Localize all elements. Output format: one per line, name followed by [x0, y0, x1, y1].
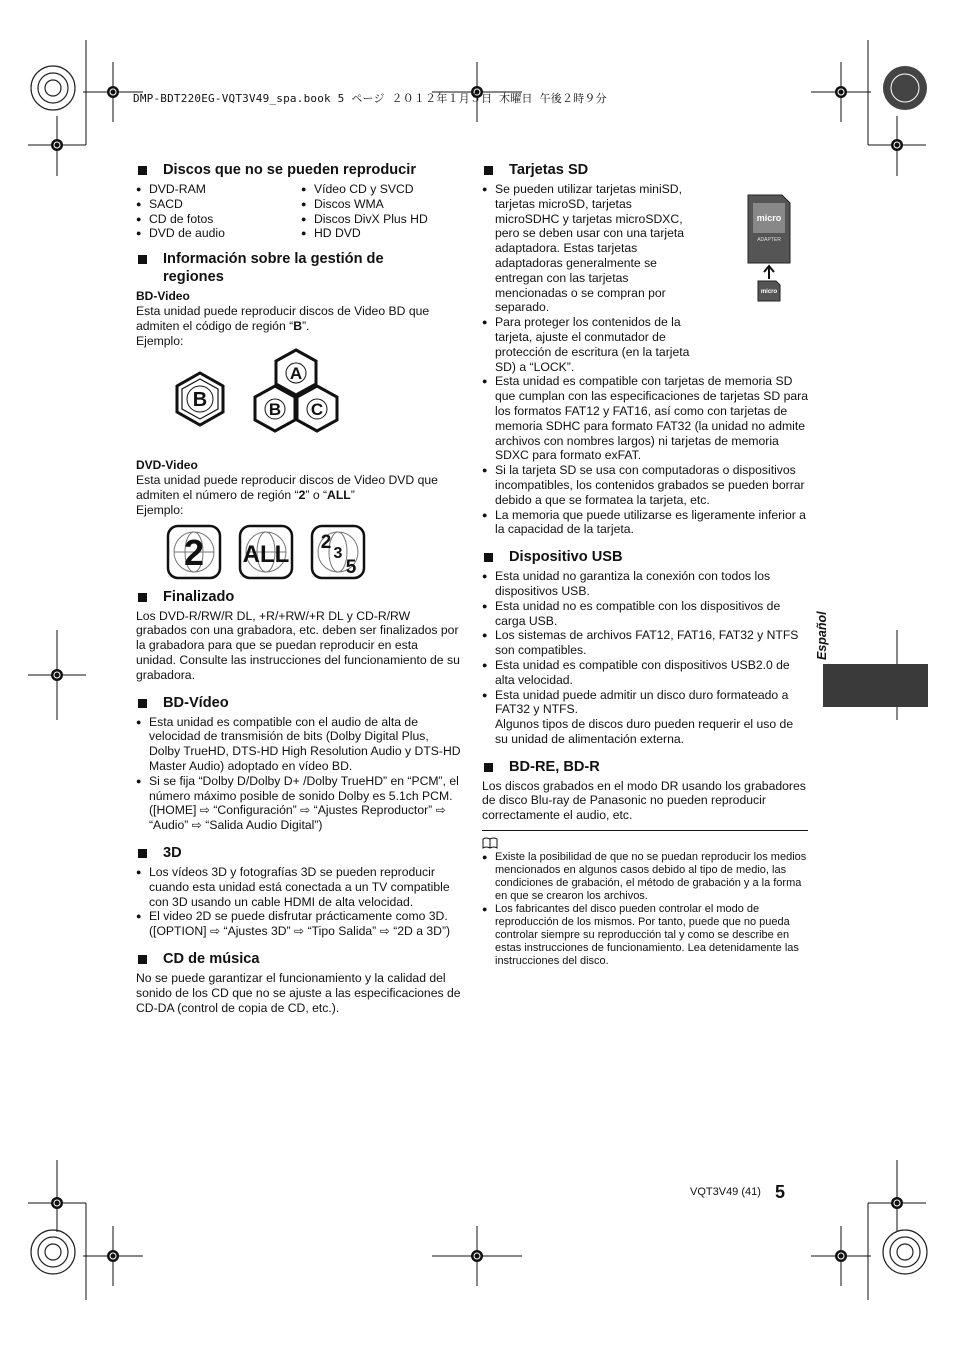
bd-video-list — [136, 715, 461, 833]
list-item: ● Si se fija “Dolby D/Dolby D+ /Dolby TrueHD” en “PCM”, el número máximo posible de sonido Dolby es 5.1ch PCM. ([HOME] ⇨ “Configuración” ⇨ “Ajustes Reproductor” ⇨ “Audio” ⇨ “Salida Audio Digital”) — [136, 774, 461, 833]
list-item: ● Vídeo CD y SVCD — [301, 182, 461, 197]
list-item: ● Esta unidad es compatible con tarjetas de memoria SD que cumplan con las especificaciones de tarjetas SD para los formatos FAT12 y FAT16, así como con tarjetas de memoria SDHC para formato FAT32 (la unidad no admite archivos con nombres largos) ni tarjetas de memoria SDXC para formato exFAT. — [482, 374, 808, 463]
usb-extra-text: Algunos tipos de discos duro pueden requerir el uso de su unidad de alimentación externa. — [495, 717, 794, 746]
list-item: ● Esta unidad no garantiza la conexión con todos los dispositivos USB. — [482, 569, 808, 599]
list-item: ● El video 2D se puede disfrutar prácticamente como 3D. ([OPTION] ⇨ “Ajustes 3D” ⇨ “Tipo Salida” ⇨ “2D a 3D”) — [136, 909, 461, 939]
svg-text:C: C — [310, 400, 324, 420]
sd-list — [482, 182, 808, 537]
usb-list — [482, 569, 808, 717]
heading-bd-video: BD-Vídeo — [136, 694, 461, 712]
svg-text:2: 2 — [183, 531, 205, 573]
section-tab-block — [823, 664, 928, 707]
list-item: ● Los sistemas de archivos FAT12, FAT16, FAT32 y NTFS son compatibles. — [482, 628, 808, 658]
region-all-icon — [238, 524, 294, 580]
heading-bd-re-bd-r: BD-RE, BD-R — [482, 758, 808, 776]
page-number: 5 — [775, 1182, 786, 1202]
dvd-region-icons — [136, 518, 461, 588]
bd-region-text: Esta unidad puede reproducir discos de Video BD que admiten el código de región “B”. — [136, 303, 430, 333]
language-side-label: Español — [815, 611, 829, 660]
svg-text:micro: micro — [760, 289, 778, 295]
3d-list — [136, 865, 461, 939]
bd-re-text: Los discos grabados en el modo DR usando los grabadores de disco Blu-ray de Panasonic no pueden reproducir correctamente el audio, etc. — [482, 778, 806, 823]
list-item: ● DVD-RAM — [136, 182, 301, 197]
square-bullet-icon — [138, 255, 147, 264]
heading-regiones: Información sobre la gestión de regiones — [136, 250, 461, 286]
svg-text:3: 3 — [333, 544, 343, 562]
cd-musica-text: No se puede garantizar el funcionamiento y la calidad del sonido de los CD que no se ajuste a las especificaciones de CD-DA (control de copia de CD, etc.). — [136, 970, 461, 1015]
bd-region-icons — [136, 348, 461, 458]
list-item: ● Esta unidad puede admitir un disco duro formateado a FAT32 y NTFS. — [482, 688, 808, 718]
list-item: ● CD de fotos — [136, 212, 301, 227]
list-item: ● DVD de audio — [136, 226, 301, 241]
heading-3d: 3D — [136, 844, 461, 862]
list-item: ● Esta unidad es compatible con dispositivos USB2.0 de alta velocidad. — [482, 658, 808, 688]
divider — [482, 830, 808, 831]
list-item: ● SACD — [136, 197, 301, 212]
dvd-region-text: Esta unidad puede reproducir discos de Video DVD que admiten el número de región “2” o “ALL” — [136, 473, 438, 502]
list-item: ● Si la tarjeta SD se usa con computadoras o dispositivos incompatibles, los contenidos grabados se pueden borrar debido a que se formatea la tarjeta, etc. — [482, 463, 808, 507]
svg-text:ALL: ALL — [242, 540, 290, 568]
example-label: Ejemplo: — [136, 502, 184, 517]
list-item: ● HD DVD — [301, 226, 461, 241]
list-item: ● Existe la posibilidad de que no se puedan reproducir los medios mencionados en algunos casos debido al tipo de medio, las condiciones de grabación, el método de grabación y a la forma en que se crearon los archivos. — [482, 851, 808, 903]
list-item: ● Los vídeos 3D y fotografías 3D se pueden reproducir cuando esta unidad está conectada a un TV compatible con 3D usando un cable HDMI de alta velocidad. — [136, 865, 461, 909]
square-bullet-icon — [138, 699, 147, 708]
right-column — [482, 161, 808, 968]
svg-text:B: B — [192, 389, 208, 412]
square-bullet-icon — [484, 553, 493, 562]
example-label: Ejemplo: — [136, 333, 184, 348]
heading-tarjetas-sd: Tarjetas SD — [482, 161, 808, 179]
list-item: ● La memoria que puede utilizarse es ligeramente inferior a la capacidad de la tarjeta. — [482, 508, 808, 538]
book-note-icon — [482, 837, 498, 849]
list-item: ● Los fabricantes del disco pueden controlar el modo de reproducción de los mismos. Por tanto, puede que no pueda controlar siempre su reproducción tal y como se describe en estas instrucciones de funcionamiento. Lea detenidamente las instrucciones del disco. — [482, 903, 808, 968]
list-item: ● Discos DivX Plus HD — [301, 212, 461, 227]
list-item: ● Discos WMA — [301, 197, 461, 212]
heading-finalizado: Finalizado — [136, 588, 461, 606]
svg-text:ADAPTER: ADAPTER — [757, 237, 781, 243]
heading-cd-musica: CD de música — [136, 950, 461, 968]
list-item: ● Esta unidad no es compatible con los dispositivos de carga USB. — [482, 599, 808, 629]
footer-code: VQT3V49 (41) — [690, 1186, 761, 1198]
unsupported-discs-list — [136, 182, 461, 241]
square-bullet-icon — [484, 763, 493, 772]
list-item: ● Esta unidad es compatible con el audio de alta de velocidad de transmisión de bits (Dolby Digital Plus, Dolby TrueHD, DTS-HD High Resolution Audio y DTS-HD Master Audio) adoptado en vídeo BD. — [136, 715, 461, 774]
svg-text:5: 5 — [345, 556, 357, 578]
square-bullet-icon — [484, 166, 493, 175]
square-bullet-icon — [138, 593, 147, 602]
notes-list — [482, 851, 808, 968]
square-bullet-icon — [138, 955, 147, 964]
heading-dispositivo-usb: Dispositivo USB — [482, 548, 808, 566]
heading-discos-no-reproducibles: Discos que no se pueden reproducir — [136, 161, 461, 179]
region-2-icon — [166, 524, 222, 580]
list-item: ● Para proteger los contenidos de la tarjeta, ajuste el conmutador de protección de escritura (en la tarjeta SD) a “LOCK”. — [482, 315, 808, 374]
region-2-3-5-icon — [310, 524, 366, 580]
file-header-line: DMP-BDT220EG-VQT3V49_spa.book 5 ページ ２０１２年１月５日 木曜日 午後２時９分 — [133, 92, 607, 105]
svg-text:B: B — [268, 400, 282, 420]
list-item: ● Se pueden utilizar tarjetas miniSD, tarjetas microSD, tarjetas microSDHC y tarjetas microSDXC, pero se deben usar con una tarjeta adaptadora. Estas tarjetas adaptadoras generalmente se entregan con las tarjetas mencionadas o se compran por separado. — [482, 182, 808, 315]
square-bullet-icon — [138, 166, 147, 175]
svg-text:micro: micro — [756, 213, 782, 223]
finalizado-text: Los DVD-R/RW/R DL, +R/+RW/+R DL y CD-R/RW grabados con una grabadora, etc. deben ser finalizados por la grabadora para que se puedan reproducir en esta unidad. Consulte las instrucciones del funcionamiento de su grabadora. — [136, 608, 460, 682]
region-abc-icon — [250, 348, 342, 438]
bd-video-label: BD-Video — [136, 289, 190, 304]
left-column — [136, 161, 461, 1015]
svg-text:A: A — [289, 364, 303, 384]
square-bullet-icon — [138, 849, 147, 858]
region-b-icon — [174, 371, 226, 427]
dvd-video-label: DVD-Video — [136, 458, 198, 473]
svg-text:2: 2 — [320, 531, 332, 553]
